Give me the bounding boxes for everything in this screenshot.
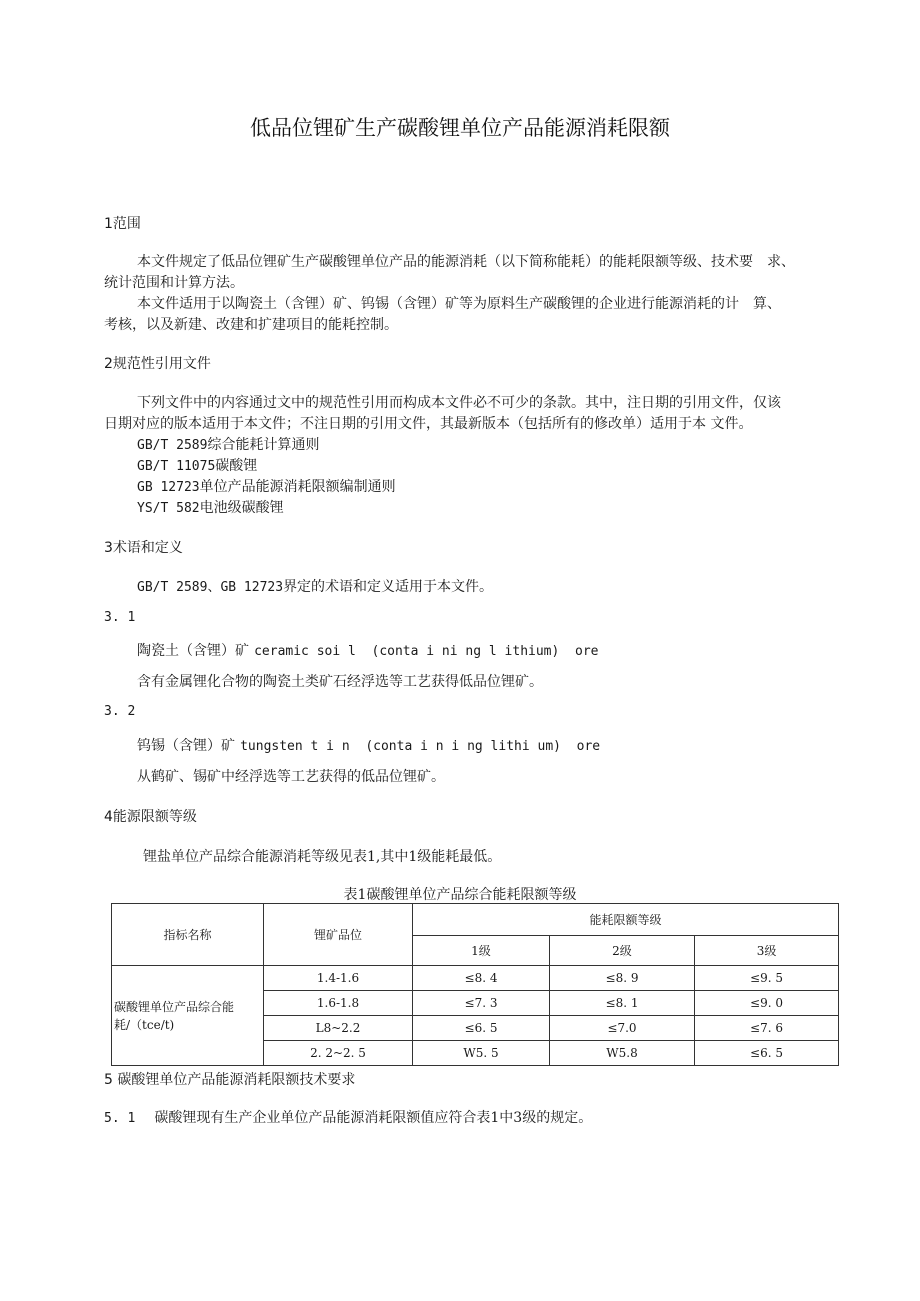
section-1-para-2-line-2: 考核，以及新建、改建和扩建项目的能耗控制。 (104, 317, 398, 333)
clause-5-1-number: 5. 1 (104, 1111, 136, 1126)
row-label-line-2: 耗/（tce/t) (114, 1017, 175, 1032)
level-3-cell: ≤9. 5 (695, 966, 839, 991)
table-caption: 表1碳酸锂单位产品综合能耗限额等级 (343, 887, 577, 903)
section-3-heading: 3术语和定义 (104, 540, 183, 556)
clause-5-1-text: 碳酸锂现有生产企业单位产品能源消耗限额值应符合表1中3级的规定。 (154, 1110, 593, 1126)
energy-limit-table (111, 903, 839, 1066)
grade-cell: 2. 2~2. 5 (264, 1041, 413, 1066)
header-grade: 锂矿品位 (264, 904, 413, 966)
clause-5-1 (104, 1107, 592, 1127)
term-3-1-chinese: 陶瓷土（含锂）矿 (137, 643, 249, 659)
level-1-cell: W5. 5 (413, 1041, 550, 1066)
section-4-para: 锂盐单位产品综合能源消耗等级见表1,其中1级能耗最低。 (143, 849, 502, 865)
table-row (112, 966, 839, 991)
section-2-para-line-2: 日期对应的版本适用于本文件；不注日期的引用文件，其最新版本（包括所有的修改单）适用于本 文件。 (104, 416, 753, 432)
section-3-intro (137, 576, 493, 596)
page-title: 低品位锂矿生产碳酸锂单位产品能源消耗限额 (250, 116, 670, 140)
level-2-cell: ≤8. 9 (550, 966, 695, 991)
term-3-2-definition: 从鹤矿、锡矿中经浮选等工艺获得的低品位锂矿。 (137, 769, 445, 785)
row-label-line-1: 碳酸锂单位产品综合能 (114, 999, 235, 1014)
reference-code: GB/T 2589 (137, 438, 208, 453)
reference-name: 单位产品能源消耗限额编制通则 (199, 479, 396, 495)
level-2-cell: ≤8. 1 (550, 991, 695, 1016)
term-3-2-number: 3. 2 (104, 704, 136, 719)
level-3-cell: ≤9. 0 (695, 991, 839, 1016)
header-level-3: 3级 (695, 936, 839, 966)
header-indicator: 指标名称 (112, 904, 264, 966)
reference-name: 电池级碳酸锂 (199, 500, 284, 516)
section-2-para-line-1: 下列文件中的内容通过文中的规范性引用而构成本文件必不可少的条款。其中，注日期的引用文件，仅该 (137, 395, 781, 411)
grade-cell: 1.6-1.8 (264, 991, 413, 1016)
header-level-2: 2级 (550, 936, 695, 966)
reference-item (137, 497, 284, 517)
row-label (112, 966, 264, 1066)
grade-cell: L8~2.2 (264, 1016, 413, 1041)
section-5-heading: 5 碳酸锂单位产品能源消耗限额技术要求 (104, 1072, 356, 1088)
level-2-cell: ≤7.0 (550, 1016, 695, 1041)
level-2-cell: W5.8 (550, 1041, 695, 1066)
section-1-para-1-line-1: 本文件规定了低品位锂矿生产碳酸锂单位产品的能源消耗（以下简称能耗）的能耗限额等级、技术要 求、 (137, 254, 795, 270)
level-1-cell: ≤8. 4 (413, 966, 550, 991)
reference-item (137, 455, 257, 475)
level-1-cell: ≤6. 5 (413, 1016, 550, 1041)
reference-item (137, 434, 319, 454)
header-level-1: 1级 (413, 936, 550, 966)
section-2-heading: 2规范性引用文件 (104, 356, 211, 372)
term-3-2-title (137, 735, 600, 755)
grade-cell: 1.4-1.6 (264, 966, 413, 991)
term-3-1-title (137, 640, 598, 660)
reference-item (137, 476, 396, 496)
reference-code: YS/T 582 (137, 501, 200, 516)
section-1-para-1-line-2: 统计范围和计算方法。 (104, 275, 244, 291)
level-3-cell: ≤7. 6 (695, 1016, 839, 1041)
term-3-1-english: ceramic soi l (conta i ni ng l ithium) ore (254, 644, 599, 659)
section-3-intro-codes: GB/T 2589、GB 12723 (137, 580, 284, 595)
section-4-heading: 4能源限额等级 (104, 809, 197, 825)
section-1-para-2-line-1: 本文件适用于以陶瓷土（含锂）矿、钨锡（含锂）矿等为原料生产碳酸锂的企业进行能源消耗的计 算、 (137, 296, 781, 312)
section-1-heading: 1范围 (104, 216, 141, 232)
term-3-1-number: 3. 1 (104, 610, 136, 625)
term-3-2-english: tungsten t i n (conta i n i ng lithi um) ore (240, 739, 601, 754)
reference-code: GB/T 11075 (137, 459, 216, 474)
reference-name: 综合能耗计算通则 (207, 437, 320, 453)
reference-name: 碳酸锂 (215, 458, 258, 474)
header-limit-group: 能耗限额等级 (413, 904, 839, 936)
section-3-intro-text: 界定的术语和定义适用于本文件。 (283, 579, 494, 595)
level-3-cell: ≤6. 5 (695, 1041, 839, 1066)
level-1-cell: ≤7. 3 (413, 991, 550, 1016)
term-3-2-chinese: 钨锡（含锂）矿 (137, 738, 235, 754)
reference-code: GB 12723 (137, 480, 200, 495)
term-3-1-definition: 含有金属锂化合物的陶瓷土类矿石经浮选等工艺获得低品位锂矿。 (137, 674, 543, 690)
